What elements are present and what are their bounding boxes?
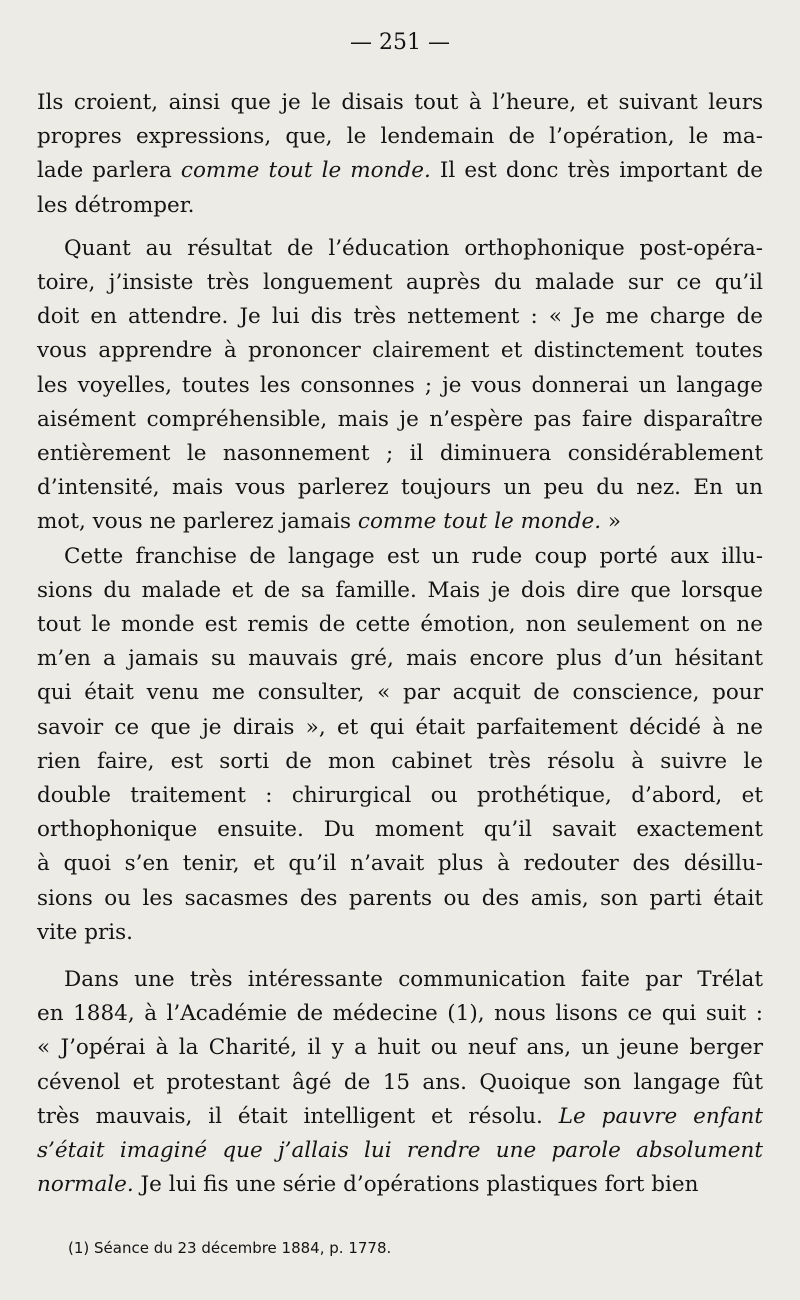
text-line: les détromper. <box>37 192 195 218</box>
italic-segment: Le pauvre enfant <box>558 1103 763 1129</box>
text-line: aisément compréhensible, mais je n’espère pas faire disparaître <box>37 406 763 432</box>
italic-segment: s’était imaginé que j’allais lui rendre une parole absolument <box>37 1138 763 1164</box>
text-line: toire, j’insiste très longuement auprès du malade sur ce qu’il <box>37 270 763 296</box>
text-line: sions ou les sacasmes des parents ou des amis, son parti était <box>37 885 763 911</box>
text-line: entièrement le nasonnement ; il diminuera considérablement <box>37 441 763 467</box>
text-line: tout le monde est remis de cette émotion, non seulement on ne <box>37 612 763 638</box>
text-line: à quoi s’en tenir, et qu’il n’avait plus à redouter des désillu- <box>37 851 763 877</box>
text-line: sions du malade et de sa famille. Mais je dois dire que lorsque <box>37 577 763 603</box>
text-line: « J’opérai à la Charité, il y a huit ou neuf ans, un jeune berger <box>37 1035 763 1061</box>
text-line: cévenol et protestant âgé de 15 ans. Quoique son langage fût <box>37 1069 763 1095</box>
text-line: Dans une très intéressante communication faite par Trélat <box>64 967 763 993</box>
text-line <box>37 1100 763 1134</box>
text-segment: Il est donc très important de <box>430 158 764 184</box>
text-line: savoir ce que je dirais », et qui était parfaitement décidé à ne <box>37 714 763 740</box>
italic-segment: normale. <box>37 1172 134 1198</box>
text-line: les voyelles, toutes les consonnes ; je vous donnerai un langage <box>37 372 763 398</box>
text-line: vous apprendre à prononcer clairement et distinctement toutes <box>37 338 763 364</box>
text-line <box>37 505 763 539</box>
text-line <box>37 1168 763 1202</box>
text-line: double traitement : chirurgical ou prothétique, d’abord, et <box>37 783 763 809</box>
text-segment: mot, vous ne parlerez jamais <box>37 509 358 535</box>
text-segment: Je lui fis une série d’opérations plastiques fort bien <box>133 1172 699 1198</box>
text-line: orthophonique ensuite. Du moment qu’il savait exactement <box>37 817 763 843</box>
text-line: qui était venu me consulter, « par acquit de conscience, pour <box>37 680 763 706</box>
text-line: Cette franchise de langage est un rude coup porté aux illu- <box>64 543 763 569</box>
italic-segment: comme tout le monde. <box>180 158 431 184</box>
text-line: doit en attendre. Je lui dis très nettement : « Je me charge de <box>37 304 763 330</box>
text-line: Quant au résultat de l’éducation orthophonique post-opéra- <box>64 235 763 261</box>
text-line: propres expressions, que, le lendemain de l’opération, le ma- <box>37 124 763 150</box>
body-text <box>37 86 763 1203</box>
text-line <box>37 1134 763 1168</box>
text-segment: très mauvais, il était intelligent et résolu. <box>37 1103 559 1129</box>
footnote: (1) Séance du 23 décembre 1884, p. 1778. <box>68 1239 392 1257</box>
text-line: m’en a jamais su mauvais gré, mais encore plus d’un hésitant <box>37 646 763 672</box>
text-segment: » <box>601 509 622 535</box>
text-line: en 1884, à l’Académie de médecine (1), nous lisons ce qui suit : <box>37 1001 763 1027</box>
text-line: vite pris. <box>37 919 134 945</box>
text-line: d’intensité, mais vous parlerez toujours un peu du nez. En un <box>37 475 763 501</box>
italic-segment: comme tout le monde. <box>357 509 602 535</box>
text-line <box>37 154 763 188</box>
text-segment: lade parlera <box>37 158 181 184</box>
text-line: rien faire, est sorti de mon cabinet très résolu à suivre le <box>37 748 763 774</box>
page-number: — 251 — <box>350 30 450 55</box>
text-line: Ils croient, ainsi que je le disais tout à l’heure, et suivant leurs <box>37 90 763 115</box>
